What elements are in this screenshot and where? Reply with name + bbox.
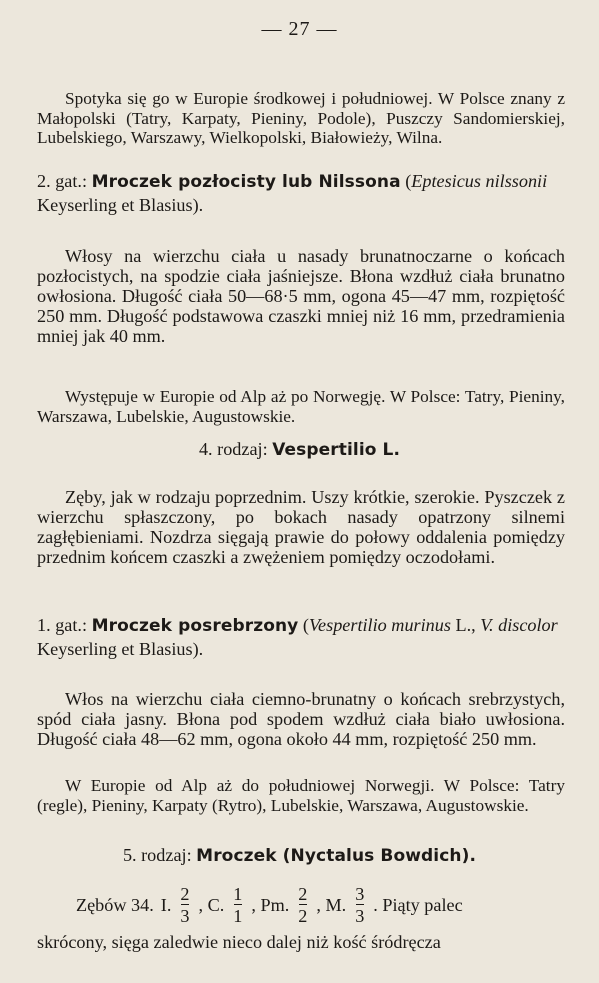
page-number: — 27 — bbox=[261, 18, 338, 40]
fraction-lower: 2 bbox=[298, 906, 308, 926]
premolar-label: , Pm. bbox=[251, 894, 290, 915]
latin-name: Eptesicus nilssonii bbox=[411, 171, 548, 191]
premolar-fraction bbox=[298, 884, 307, 926]
genus-name: Vespertilio L. bbox=[272, 440, 401, 460]
paragraph-distribution-intro: Spotyka się go w Europie środkowej i południowej. W Polsce znany z Małopolski (Tatry, Karpaty, Pieniny, Podole), Puszczy Sandomierskiej, Lubelskiego, Warszawy, Wielkopolski, Białowieży, Wilna. bbox=[37, 89, 565, 148]
fraction-upper: 1 bbox=[233, 884, 243, 904]
incisor-label: I. bbox=[160, 894, 172, 915]
fraction-bar bbox=[234, 904, 242, 905]
paragraph-murinus-description: Włos na wierzchu ciała ciemno-brunatny o końcach srebrzystych, spód ciała jasny. Błona pod spodem wzdłuż ciała biało uwłosiona. Długość ciała 48—62 mm, ogona około 44 mm, rozpiętość 250 mm. bbox=[37, 689, 565, 750]
molar-label: , M. bbox=[316, 894, 347, 915]
species-common-name: Mroczek pozłocisty lub Nilssona bbox=[91, 172, 401, 192]
incisor-fraction bbox=[180, 884, 189, 926]
latin-synonym: V. discolor bbox=[480, 615, 558, 635]
canine-fraction bbox=[233, 884, 242, 926]
fraction-lower: 3 bbox=[180, 906, 190, 926]
fraction-lower: 1 bbox=[233, 906, 243, 926]
latin-open-paren: ( bbox=[298, 615, 309, 635]
species-heading-eptesicus bbox=[37, 170, 565, 217]
genus-heading-vespertilio bbox=[0, 438, 599, 461]
paragraph-vespertilio-description: Zęby, jak w rodzaju poprzednim. Uszy krótkie, szerokie. Pyszczek z wierzchu spłaszczony, po bokach nasady opatrzony silnemi zagłębieniami. Nozdrza sięgają prawie do połowy oddalenia pomiędzy przednim końcem czaszki a zwężeniem pomiędzy oczodołami. bbox=[37, 487, 565, 568]
fraction-bar bbox=[356, 904, 364, 905]
fraction-bar bbox=[181, 904, 189, 905]
fraction-upper: 2 bbox=[298, 884, 308, 904]
genus-name: Mroczek (Nyctalus Bowdich). bbox=[196, 846, 477, 866]
paragraph-eptesicus-distribution: Występuje w Europie od Alp aż po Norwegję. W Polsce: Tatry, Pieniny, Warszawa, Lubelskie, Augustowskie. bbox=[37, 387, 565, 426]
species-number: 2. gat.: bbox=[37, 171, 92, 191]
dental-formula bbox=[76, 881, 565, 929]
species-authors: Keyserling et Blasius). bbox=[37, 639, 204, 659]
genus-number: 5. rodzaj: bbox=[122, 845, 197, 865]
fraction-bar bbox=[299, 904, 307, 905]
paragraph-continuation: skrócony, sięga zaledwie nieco dalej niż kość śródręcza bbox=[37, 932, 441, 952]
fraction-lower: 3 bbox=[355, 906, 365, 926]
genus-heading-nyctalus bbox=[0, 844, 599, 867]
latin-name: Vespertilio murinus bbox=[308, 615, 451, 635]
paragraph-murinus-distribution: W Europie od Alp aż do południowej Norwegji. W Polsce: Tatry (regle), Pieniny, Karpaty (Rytro), Lubelskie, Warszawa, Augustowskie. bbox=[37, 776, 565, 815]
species-number: 1. gat.: bbox=[37, 615, 92, 635]
paragraph-eptesicus-description: Włosy na wierzchu ciała u nasady brunatnoczarne o końcach pozłocistych, na spodzie ciała jaśniejsze. Błona wzdłuż ciała brunatno owłosiona. Długość ciała 50—68·5 mm, ogona 45—47 mm, rozpiętość 250 mm. Długość podstawowa czaszki mniej niż 16 mm, przedramienia mniej jak 40 mm. bbox=[37, 246, 565, 347]
fraction-upper: 2 bbox=[180, 884, 190, 904]
latin-open-paren: ( bbox=[400, 171, 412, 191]
species-heading-murinus bbox=[37, 614, 565, 661]
formula-tail: . Piąty palec bbox=[373, 894, 463, 915]
genus-number: 4. rodzaj: bbox=[198, 439, 273, 459]
species-common-name: Mroczek posrebrzony bbox=[91, 616, 299, 636]
species-authors: Keyserling et Blasius). bbox=[37, 195, 204, 215]
formula-lead: Zębów 34. bbox=[76, 894, 154, 915]
fraction-upper: 3 bbox=[355, 884, 365, 904]
molar-fraction bbox=[355, 884, 364, 926]
canine-label: , C. bbox=[198, 894, 225, 915]
species-author: L., bbox=[450, 615, 481, 635]
